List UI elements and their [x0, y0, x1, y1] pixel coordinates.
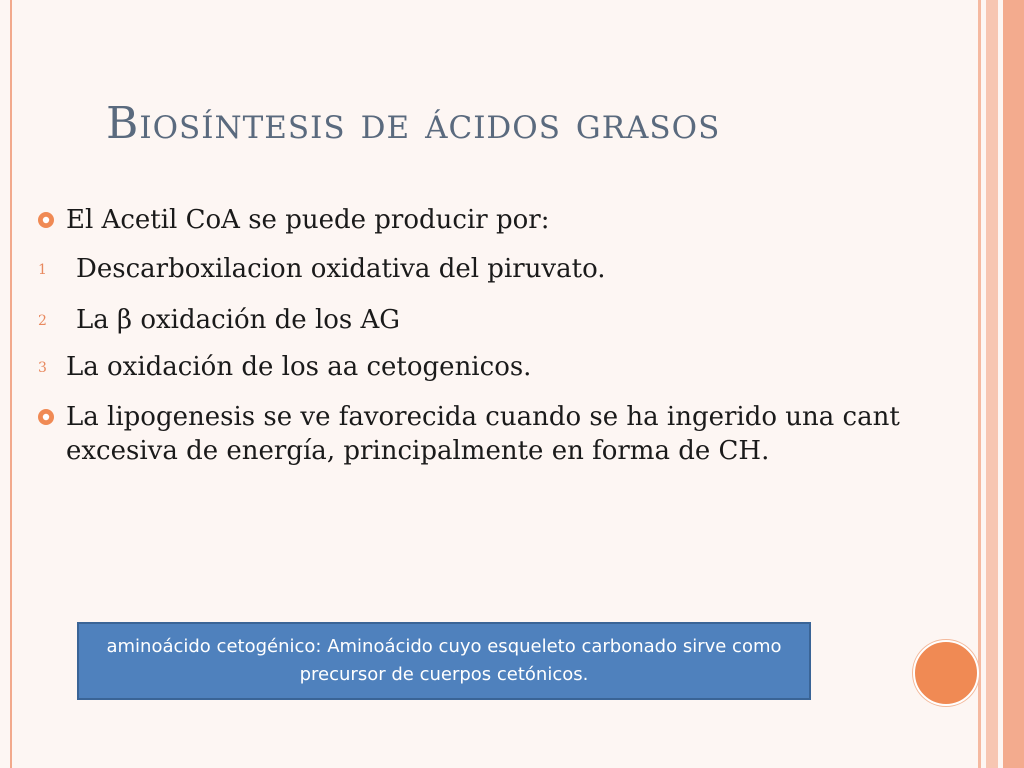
bullet-text: El Acetil CoA se puede producir por:	[66, 205, 550, 235]
list-number: 3	[38, 360, 47, 376]
list-number: 1	[38, 262, 47, 278]
bullet-paragraph: La lipogenesis se ve favorecida cuando se ha ingerido una cant excesiva de energía, principalmente en forma de CH.	[66, 402, 900, 466]
list-number: 2	[38, 313, 47, 329]
list-item-text: La oxidación de los aa cetogenicos.	[66, 352, 532, 382]
slide-title: Biosíntesis de ácidos grasos	[106, 98, 721, 149]
right-decorative-band	[986, 0, 998, 768]
right-decorative-band	[978, 0, 981, 768]
list-item-text: Descarboxilacion oxidativa del piruvato.	[76, 254, 606, 284]
right-decorative-band	[1003, 0, 1024, 768]
decorative-circle	[913, 640, 979, 706]
bullet-icon	[36, 407, 56, 427]
callout-text: aminoácido cetogénico: Aminoácido cuyo esqueleto carbonado sirve como precursor de cuerpos cetónicos.	[106, 636, 782, 685]
left-decorative-rule	[10, 0, 12, 768]
list-item-text: La β oxidación de los AG	[76, 305, 401, 335]
definition-callout	[77, 622, 811, 700]
bullet-icon	[36, 210, 56, 230]
